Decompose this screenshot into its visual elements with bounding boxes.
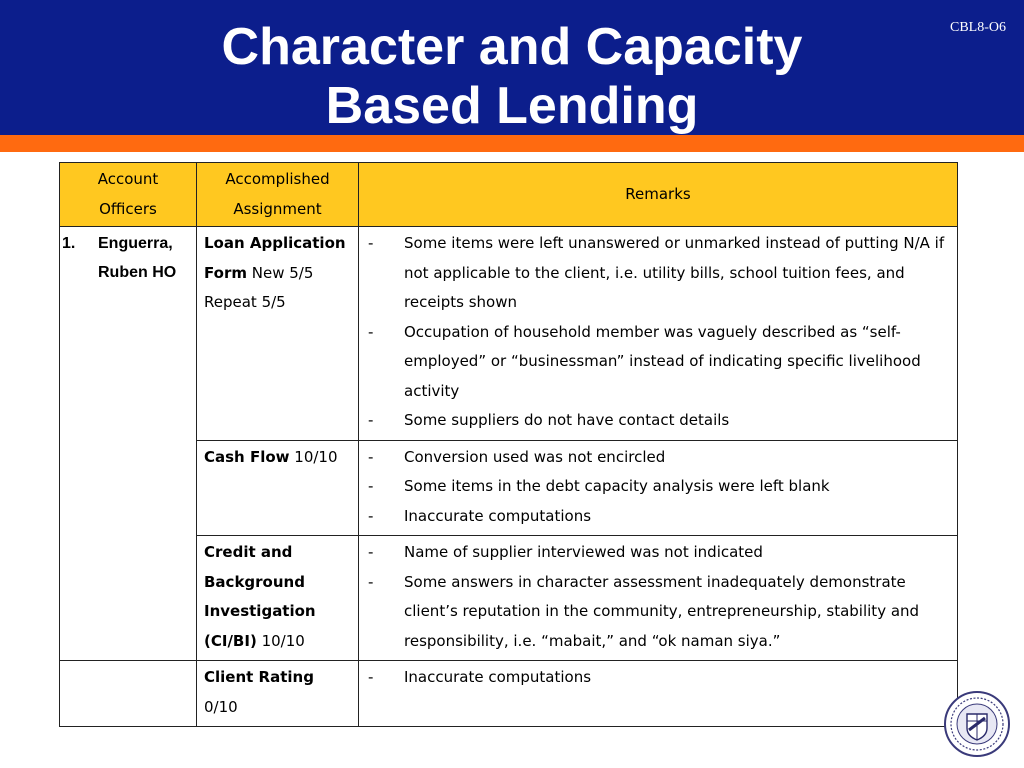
header-assignment-line1: Accomplished [225, 170, 330, 188]
remark-dash: - [368, 543, 374, 561]
remark-item [364, 443, 951, 473]
remark-text: Conversion used was not encircled [404, 447, 666, 466]
remark-item [364, 568, 951, 657]
assignment-cell [197, 440, 359, 536]
remark-text: Some answers in character assessment inadequately demonstrate client’s reputation in the community, entrepreneurship, stability and responsibility, i.e. “mabait,” and “ok naman siya.” [404, 572, 920, 650]
assignment-title: Credit and Background Investigation (CI/BI) [204, 543, 316, 650]
remarks-cell [359, 536, 958, 661]
assignment-score: 0/10 [204, 697, 238, 716]
assignment-cell [197, 661, 359, 727]
remark-item [364, 229, 951, 318]
officer-name-line2: Ruben HO [98, 264, 177, 281]
remark-dash: - [368, 234, 374, 252]
remark-dash: - [368, 477, 374, 495]
institution-seal-icon [943, 690, 1011, 758]
header-accomplished-assignment [197, 163, 359, 227]
remark-dash: - [368, 668, 374, 686]
assignment-score: New 5/5 Repeat 5/5 [204, 263, 314, 311]
header-remarks: Remarks [359, 163, 958, 227]
table-header-row [60, 163, 958, 227]
remark-text: Inaccurate computations [404, 668, 592, 686]
remark-text: Some suppliers do not have contact details [404, 411, 730, 429]
slide-title-line2: Based Lending [325, 77, 699, 135]
slide-code: CBL8-O6 [950, 20, 1006, 35]
remark-text: Some items in the debt capacity analysis were left blank [404, 477, 830, 495]
slide-title-line1: Character and Capacity [221, 18, 803, 76]
assessment-table [59, 162, 958, 727]
table-row [60, 661, 958, 727]
remark-item [364, 502, 951, 532]
assignment-title: Client Rating [204, 668, 314, 686]
empty-officer-cell [60, 661, 197, 727]
header-account-officers-line2: Officers [99, 199, 157, 218]
remark-text: Occupation of household member was vaguely described as “self-employed” or “businessman” instead of indicating specific livelihood activity [404, 322, 921, 400]
remark-dash: - [368, 447, 374, 466]
remark-text: Inaccurate computations [404, 506, 592, 525]
assignment-title: Cash Flow [204, 447, 290, 466]
assignment-cell [197, 227, 359, 441]
remark-item [364, 472, 951, 502]
officer-number: 1. [62, 235, 76, 252]
remarks-cell [359, 661, 958, 727]
remark-item [364, 318, 951, 407]
assignment-score: 10/10 [256, 631, 305, 650]
assignment-score: 10/10 [289, 447, 338, 466]
remarks-cell [359, 440, 958, 536]
header-account-officers [60, 163, 197, 227]
slide-title [0, 18, 1024, 152]
remark-dash: - [368, 322, 374, 341]
header-assignment-line2: Assignment [233, 199, 322, 218]
remark-dash: - [368, 506, 374, 525]
assignment-title: Loan Application Form [204, 234, 346, 282]
table-row [60, 227, 958, 441]
officer-name-line1: Enguerra, [98, 235, 173, 252]
header-account-officers-line1: Account [97, 170, 159, 188]
remark-text: Name of supplier interviewed was not indicated [404, 543, 763, 561]
remarks-cell [359, 227, 958, 441]
remark-dash: - [368, 411, 374, 429]
remark-item [364, 663, 951, 693]
assignment-cell [197, 536, 359, 661]
remark-item [364, 538, 951, 568]
remark-text: Some items were left unanswered or unmarked instead of putting N/A if not applicable to the client, i.e. utility bills, school tuition fees, and receipts shown [404, 234, 945, 311]
officer-cell [60, 227, 197, 661]
remark-dash: - [368, 572, 374, 591]
remark-item [364, 406, 951, 436]
